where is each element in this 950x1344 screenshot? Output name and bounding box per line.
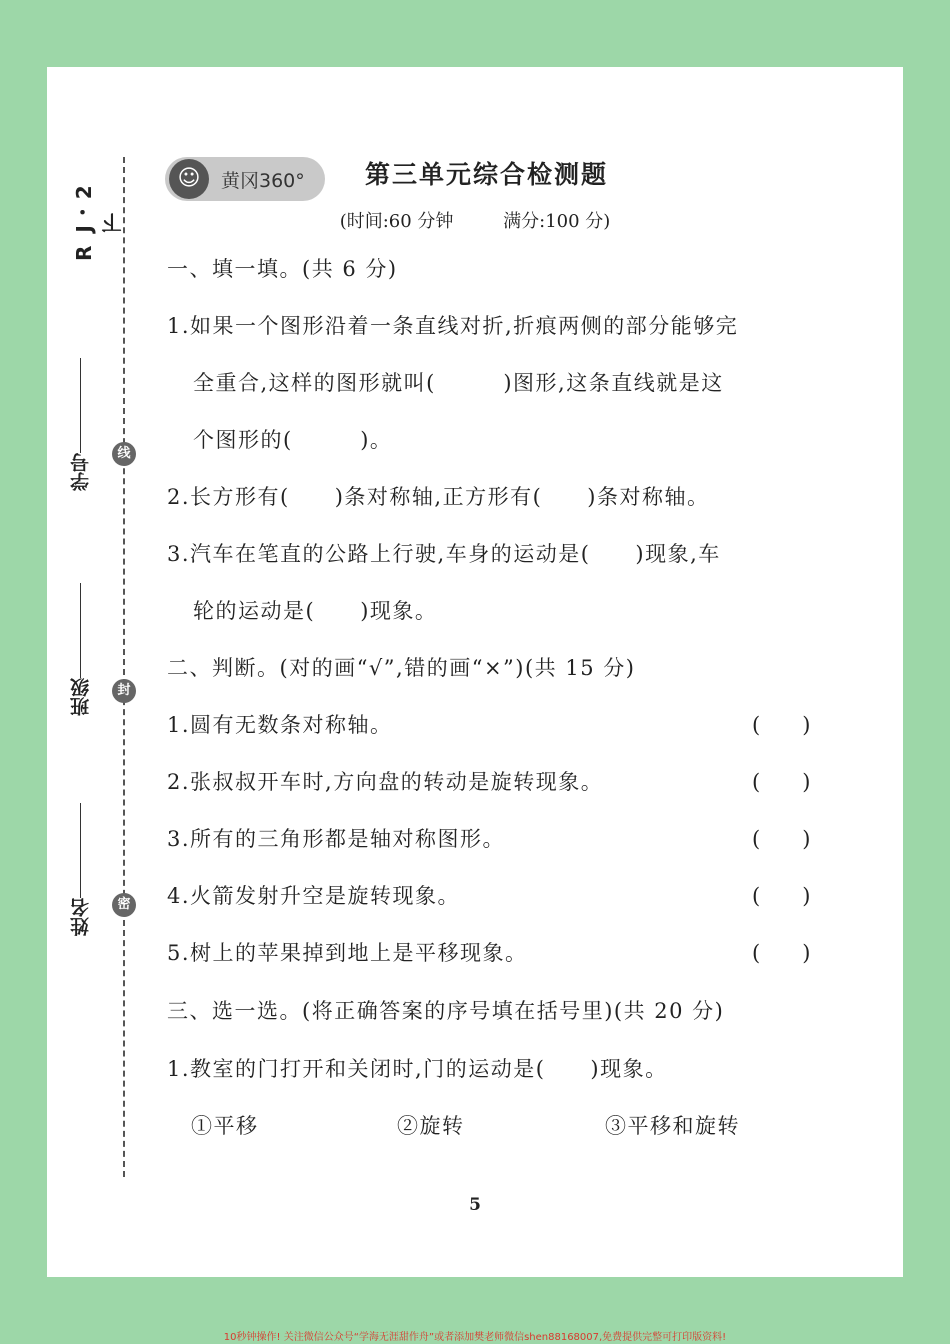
answer-blank[interactable]: ( ) <box>752 713 811 737</box>
full-score: 满分:100 分) <box>503 211 611 232</box>
binding-margin <box>47 67 177 1277</box>
seal-mark: 线 <box>112 442 136 466</box>
section-heading: 一、填一填。(共 6 分) <box>167 257 398 281</box>
section-heading: 三、选一选。(将正确答案的序号填在括号里)(共 20 分) <box>167 999 725 1023</box>
answer-blank[interactable]: ( ) <box>752 770 811 794</box>
question-line: 1.如果一个图形沿着一条直线对折,折痕两侧的部分能够完 <box>167 314 739 338</box>
question-line: 3.汽车在笔直的公路上行驶,车身的运动是( )现象,车 <box>167 542 721 566</box>
student-number-field[interactable] <box>67 352 97 491</box>
choice-option[interactable]: ③平移和旋转 <box>605 1114 740 1138</box>
name-field[interactable] <box>67 797 97 936</box>
time-limit: (时间:60 分钟 <box>339 211 454 232</box>
judgment-item: 3.所有的三角形都是轴对称图形。 <box>167 827 506 851</box>
brand-badge <box>165 157 325 201</box>
mascot-icon: ☺ <box>169 159 209 199</box>
question-line: 个图形的( )。 <box>193 428 393 452</box>
question-line: 全重合,这样的图形就叫( )图形,这条直线就是这 <box>193 371 724 395</box>
question-line: 1.教室的门打开和关闭时,门的运动是( )现象。 <box>167 1057 668 1081</box>
section-heading: 二、判断。(对的画“√”,错的画“×”)(共 15 分) <box>167 656 636 680</box>
edition-label: R J・2下 <box>72 182 125 262</box>
page-title: 第三单元综合检测题 <box>365 160 609 189</box>
question-line: 轮的运动是( )现象。 <box>193 599 438 623</box>
choice-option[interactable]: ①平移 <box>191 1114 259 1138</box>
answer-blank[interactable]: ( ) <box>752 884 811 908</box>
judgment-item: 5.树上的苹果掉到地上是平移现象。 <box>167 941 528 965</box>
worksheet-page <box>47 67 903 1277</box>
answer-blank[interactable]: ( ) <box>752 827 811 851</box>
exam-info <box>47 207 903 233</box>
seal-mark: 密 <box>112 893 136 917</box>
question-line: 2.长方形有( )条对称轴,正方形有( )条对称轴。 <box>167 485 710 509</box>
field-label: 班级 <box>70 678 92 716</box>
field-label: 学号 <box>70 453 92 491</box>
page-number: 5 <box>469 1195 481 1215</box>
brand-label: 黄冈360° <box>221 170 305 192</box>
class-field[interactable] <box>67 577 97 716</box>
judgment-item: 1.圆有无数条对称轴。 <box>167 713 393 737</box>
footer-note: 10秒钟操作! 关注微信公众号“学海无涯甜作舟”或者添加樊老师微信shen88168007,免费提供完整可打印版资料! <box>223 1332 727 1343</box>
answer-blank[interactable]: ( ) <box>752 941 811 965</box>
cut-line <box>123 157 125 1177</box>
judgment-item: 4.火箭发射升空是旋转现象。 <box>167 884 461 908</box>
judgment-item: 2.张叔叔开车时,方向盘的转动是旋转现象。 <box>167 770 604 794</box>
choice-option[interactable]: ②旋转 <box>397 1114 465 1138</box>
field-label: 姓名 <box>70 898 92 936</box>
seal-mark: 封 <box>112 679 136 703</box>
